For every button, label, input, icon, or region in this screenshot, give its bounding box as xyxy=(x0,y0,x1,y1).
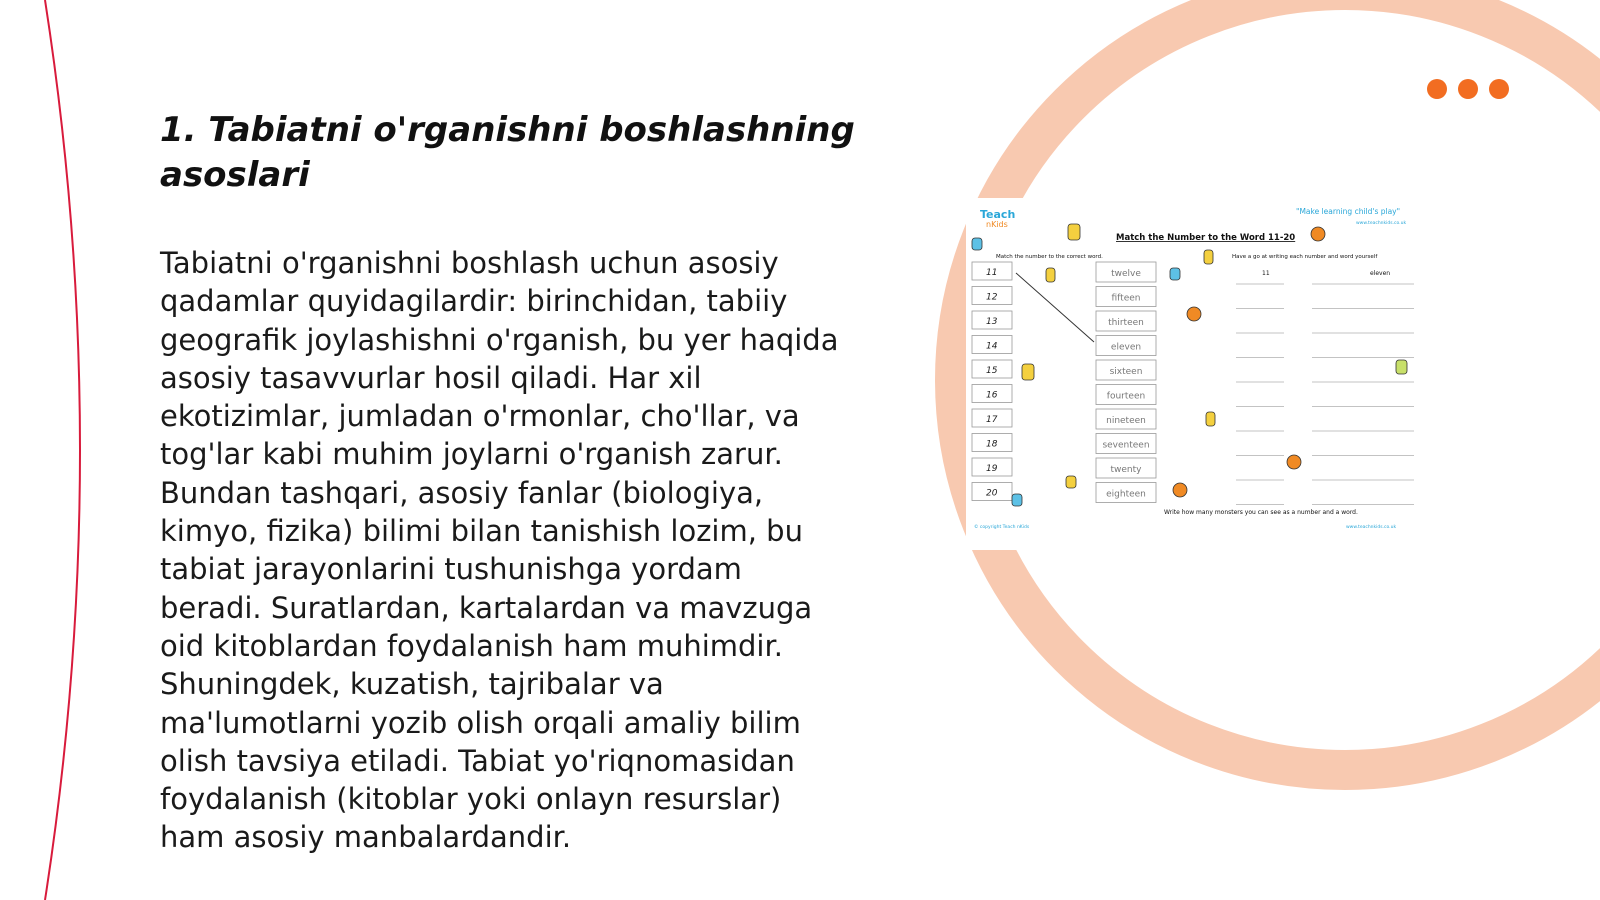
worksheet-number: 17 xyxy=(986,415,998,425)
worksheet-word: nineteen xyxy=(1106,416,1146,426)
worksheet-number: 15 xyxy=(986,366,998,376)
worksheet-word: sixteen xyxy=(1109,367,1143,377)
worksheet-word: eleven xyxy=(1110,342,1142,353)
worksheet-word: eighteen xyxy=(1106,489,1146,500)
worksheet-title: Match the Number to the Word 11-20 xyxy=(1116,233,1296,243)
worksheet-number: 18 xyxy=(986,439,998,450)
monster-icon xyxy=(972,238,982,250)
worksheet-number: 11 xyxy=(986,268,998,278)
worksheet-word: twelve xyxy=(1111,269,1141,279)
worksheet-logo: Teach xyxy=(980,208,1016,221)
worksheet-number: 16 xyxy=(986,390,998,401)
worksheet-instruction-right: Have a go at writing each number and word yourself xyxy=(1232,254,1378,260)
worksheet-word: fourteen xyxy=(1106,391,1146,402)
monster-icon xyxy=(1066,476,1076,488)
worksheet-footer-site: www.teachnkids.co.uk xyxy=(1346,525,1397,530)
dot-icon xyxy=(1427,79,1447,99)
worksheet-word: fifteen xyxy=(1111,293,1141,304)
worksheet-word: twenty xyxy=(1110,465,1142,475)
worksheet-image xyxy=(966,198,1436,550)
worksheet-copyright: © copyright Teach nKids xyxy=(974,525,1030,530)
worksheet-number: 19 xyxy=(986,464,998,474)
pagination-dots xyxy=(1427,79,1509,99)
monster-icon xyxy=(1046,268,1055,282)
worksheet-number: 12 xyxy=(986,292,998,303)
monster-icon xyxy=(1022,364,1034,380)
worksheet-footer-instruction: Write how many monsters you can see as a number and a word. xyxy=(1164,509,1358,516)
dot-icon xyxy=(1489,79,1509,99)
monster-icon xyxy=(1287,455,1301,469)
monster-icon xyxy=(1170,268,1180,280)
worksheet-number: 13 xyxy=(986,317,998,327)
worksheet-number: 20 xyxy=(986,488,998,499)
worksheet-word: seventeen xyxy=(1102,440,1150,451)
monster-icon xyxy=(1187,307,1201,321)
worksheet-website: www.teachnkids.co.uk xyxy=(1356,221,1407,226)
dot-icon xyxy=(1458,79,1478,99)
worksheet-word: thirteen xyxy=(1108,318,1144,328)
worksheet-number: 14 xyxy=(986,341,998,352)
worksheet-instruction-left: Match the number to the correct word. xyxy=(996,254,1103,260)
monster-icon xyxy=(1068,224,1080,240)
monster-icon xyxy=(1311,227,1325,241)
slide-paragraph: Tabiatni o'rganishni boshlash uchun asosiy qadamlar quyidagilardir: birinchidan, tabiiy geografik joylashishni o'rganish, bu yer haqida asosiy tasavvurlar hosil qiladi. Har xil ekotizimlar, jumladan o'rmonlar, cho'llar, va tog'lar kabi muhim joylarni o'rganish zarur. Bundan tashqari, asosiy fanlar (biologiya, kimyo, fizika) bilimi bilan tanishish lozim, bu tabiat jarayonlarini tushunishga yordam beradi. Suratlardan, kartalardan va mavzuga oid kitoblardan foydalanish ham muhimdir. Shuningdek, kuzatish, tajribalar va ma'lumotlarni yozib olish orqali amaliy bilim olish tavsiya etiladi. Tabiat yo'riqnomasidan foydalanish (kitoblar yoki onlayn resurslar) ham asosiy manbalardandir. xyxy=(160,246,839,855)
monster-icon xyxy=(1012,494,1022,506)
monster-icon xyxy=(1206,412,1215,426)
monster-icon xyxy=(1396,360,1407,374)
slide-title: 1. Tabiatni o'rganishni boshlashning asoslari xyxy=(160,110,855,195)
worksheet-example-word: eleven xyxy=(1370,270,1391,277)
worksheet-example-number: 11 xyxy=(1262,270,1270,277)
worksheet-logo-sub: nKids xyxy=(986,220,1008,229)
monster-icon xyxy=(1204,250,1213,264)
worksheet-tagline: "Make learning child's play" xyxy=(1296,207,1401,216)
monster-icon xyxy=(1173,483,1187,497)
